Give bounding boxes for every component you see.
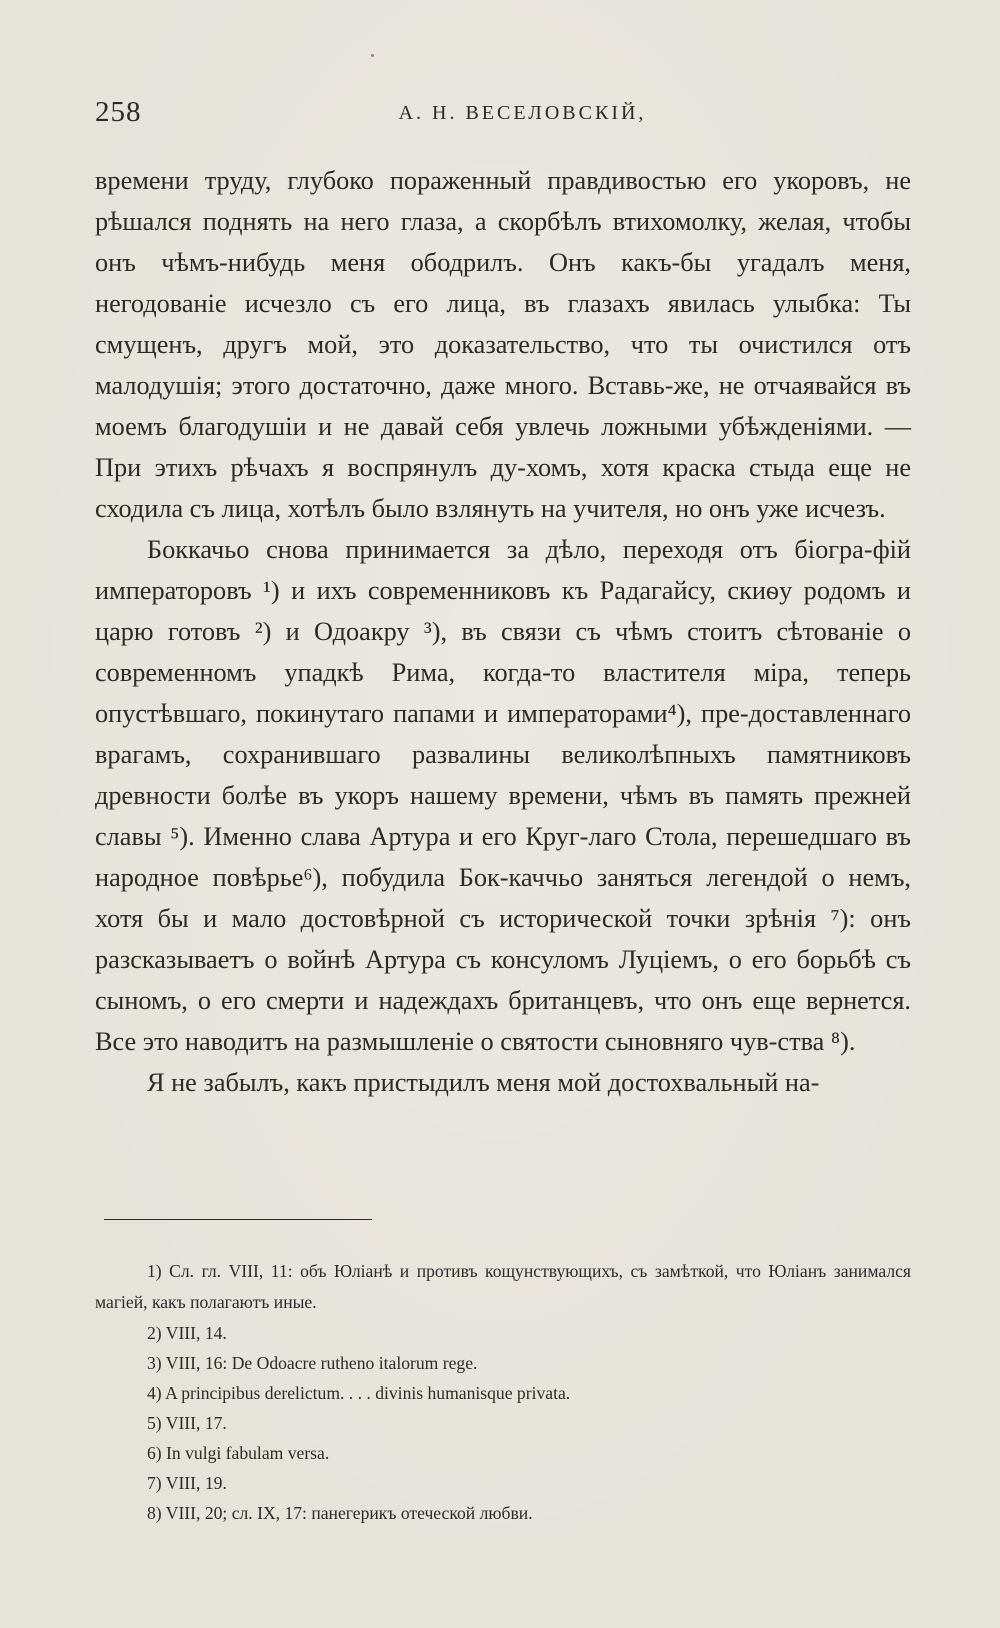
- footnote-rule: [104, 1219, 372, 1220]
- paper-speck: [371, 54, 374, 57]
- paragraph: Я не забылъ, какъ пристыдилъ меня мой достохвальный на-: [147, 1068, 820, 1097]
- footnote: 4) A principibus derelictum. . . . divinis humanisque privata.: [147, 1383, 571, 1403]
- page-header: [95, 96, 910, 136]
- main-text: [95, 160, 911, 1103]
- footnote: 6) In vulgi fabulam versa.: [147, 1443, 330, 1463]
- footnote: 7) VIII, 19.: [147, 1473, 227, 1493]
- page-number: 258: [95, 96, 142, 128]
- paragraph-continued: времени труду, глубоко пораженный правдивостью его укоровъ, не рѣшался поднять на него глаза, а скорбѣлъ втихомолку, желая, чтобы онъ чѣмъ-нибудь меня ободрилъ. Онъ какъ-бы угадалъ меня, негодованіе исчезло съ его лица, въ глазахъ явилась улыбка: Ты смущенъ, другъ мой, это доказательство, что ты очистился отъ малодушія; этого достаточно, даже много. Вставь-же, не отчаявайся въ моемъ благодушіи и не давай себя увлечь ложными убѣжденіями. — При этихъ рѣчахъ я воспрянулъ ду-хомъ, хотя краска стыда еще не сходила съ лица, хотѣлъ было взлянуть на учителя, но онъ уже исчезъ.: [95, 166, 911, 523]
- footnotes: [95, 1256, 911, 1528]
- paragraph: Боккачьо снова принимается за дѣло, переходя отъ біогра-фій императоровъ ¹) и ихъ современниковъ къ Радагайсу, скиѳу родомъ и царю готовъ ²) и Одоакру ³), въ связи съ чѣмъ стоитъ сѣтованіе о современномъ упадкѣ Рима, когда-то властителя міра, теперь опустѣвшаго, покинутаго папами и императорами⁴), пре-доставленнаго врагамъ, сохранившаго развалины великолѣпныхъ памятниковъ древности болѣе въ укоръ нашему времени, чѣмъ въ память прежней славы ⁵). Именно слава Артура и его Круг-лаго Стола, перешедшаго въ народное повѣрье⁶), побудила Бок-каччьо заняться легендой о немъ, хотя бы и мало достовѣрной съ исторической точки зрѣнія ⁷): онъ разсказываетъ о войнѣ Артура съ консуломъ Луціемъ, о его борьбѣ съ сыномъ, о его смерти и надеждахъ британцевъ, что онъ еще вернется. Все это наводитъ на размышленіе о святости сыновняго чув-ства ⁸).: [95, 535, 911, 1056]
- footnote: 8) VIII, 20; сл. IX, 17: панегерикъ отеческой любви.: [147, 1503, 533, 1523]
- footnote: 3) VIII, 16: De Odoacre rutheno italorum rege.: [147, 1353, 478, 1373]
- running-head: А. Н. ВЕСЕЛОВСКІЙ,: [398, 102, 647, 124]
- footnote: 1) Сл. гл. VIII, 11: объ Юліанѣ и противъ кощунствующихъ, съ замѣткой, что Юліанъ занимался магіей, какъ полагаютъ иные.: [95, 1261, 911, 1312]
- footnote: 2) VIII, 14.: [147, 1323, 227, 1343]
- footnote: 5) VIII, 17.: [147, 1413, 227, 1433]
